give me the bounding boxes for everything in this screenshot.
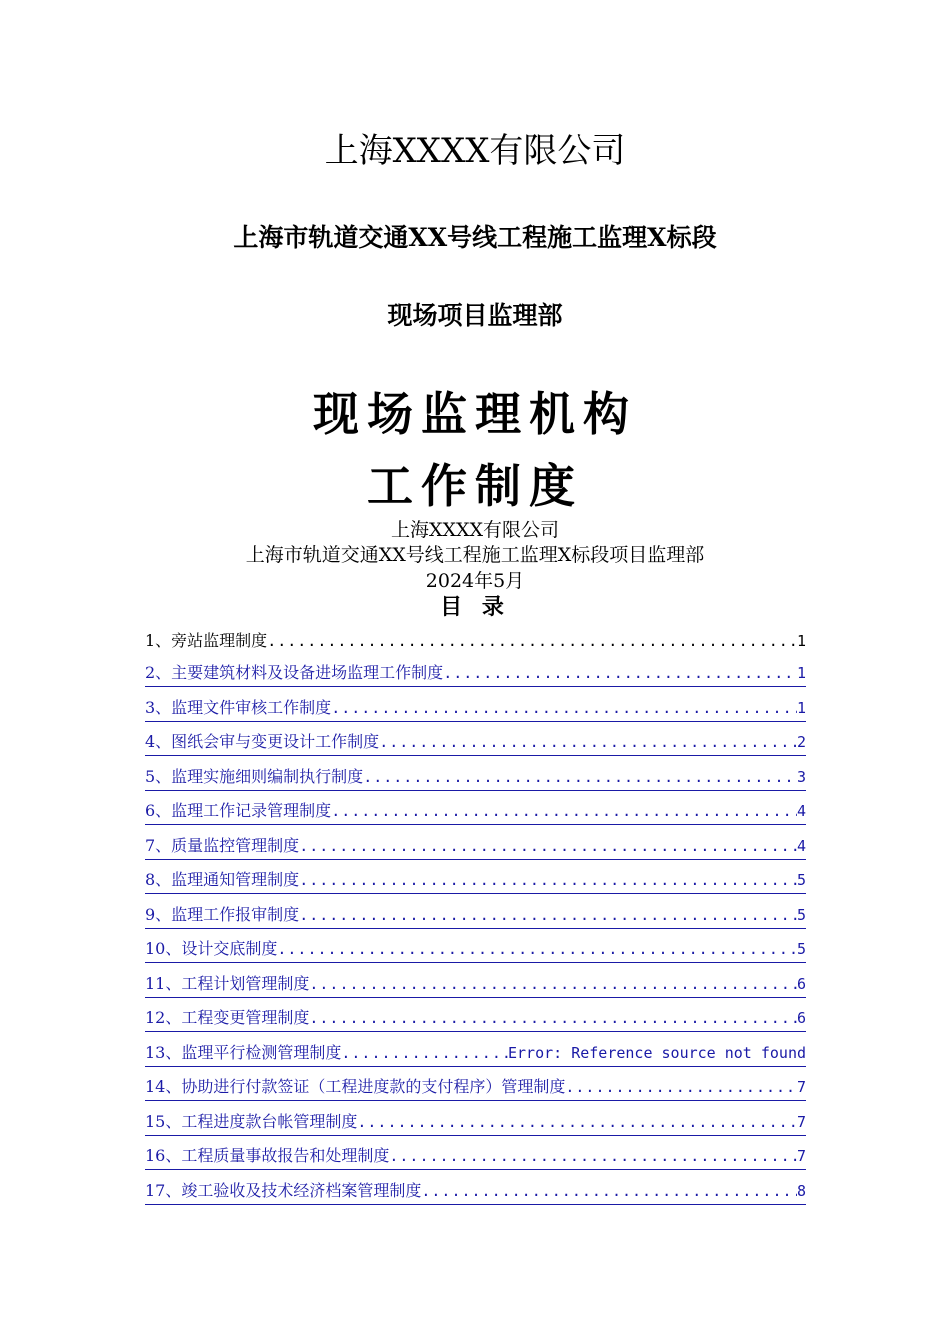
toc-item-15[interactable] [145,1101,806,1136]
toc-item-text: 5、监理实施细则编制执行制度 [145,766,364,786]
toc-item-text: 17、竣工验收及技术经济档案管理制度 [145,1180,422,1200]
toc-item-page: 6 [796,1009,806,1027]
toc-item-text: 8、监理通知管理制度 [145,870,300,889]
toc-link[interactable] [145,765,806,791]
toc-item-text: 14、协助进行付款签证（工程进度款的支付程序）管理制度 [145,1077,566,1096]
toc-item-page: 7 [796,1078,806,1096]
toc-link[interactable] [145,834,806,860]
toc-leader [379,730,797,754]
toc-item-text: 7、质量监控管理制度 [145,835,300,855]
toc-item-text: 2、主要建筑材料及设备进场监理工作制度 [145,663,444,682]
toc-item-page: 7 [796,1147,806,1165]
toc-item-8[interactable] [145,860,806,895]
toc-link[interactable] [145,1179,806,1205]
toc-item-text: 9、监理工作报审制度 [145,904,300,924]
toc-leader [299,834,797,858]
toc-link[interactable] [145,903,806,929]
toc-item-5[interactable] [145,756,806,791]
toc-leader [341,1041,508,1065]
toc-leader [331,696,797,720]
company-name: 上海XXXX有限公司 [324,131,626,171]
document-title-line2: 工作制度 [367,459,583,513]
toc-link[interactable] [145,661,806,687]
toc-item-text: 4、图纸会审与变更设计工作制度 [145,732,380,751]
toc-link[interactable] [145,696,806,722]
project-name: 上海市轨道交通XX号线工程施工监理X标段 [233,223,717,252]
toc-item-page: 7 [796,1112,806,1131]
toc-item-page: 2 [796,733,806,751]
toc-leader [331,799,797,823]
toc-item-text: 11、工程计划管理制度 [145,973,310,993]
toc-link[interactable] [145,799,806,825]
toc-item-text: 6、监理工作记录管理制度 [145,801,332,820]
toc-item-7[interactable] [145,825,806,860]
toc-item-page: 4 [796,836,806,855]
toc-item-page: 6 [796,974,806,993]
toc-link[interactable] [145,937,806,963]
toc-item-17[interactable] [145,1170,806,1205]
toc-leader [309,1006,797,1030]
toc-item-11[interactable] [145,963,806,998]
toc-link[interactable] [145,972,806,998]
toc-link[interactable] [145,868,806,894]
toc-item-page: 1 [796,631,806,650]
sub-department: 上海市轨道交通XX号线工程施工监理X标段项目监理部 [245,544,705,566]
toc-link[interactable] [145,1144,806,1170]
toc-item-page: 8 [796,1181,806,1200]
toc-item-10[interactable] [145,929,806,964]
toc-item-page: 4 [796,802,806,820]
toc-leader [363,765,797,789]
toc-item-text: 12、工程变更管理制度 [145,1008,310,1027]
toc-link[interactable] [145,1075,806,1101]
toc-leader [421,1179,797,1203]
toc-item-6[interactable] [145,791,806,826]
toc-item-text: 16、工程质量事故报告和处理制度 [145,1146,390,1165]
toc-link[interactable] [145,1006,806,1032]
toc-item-1[interactable] [145,618,806,653]
toc-item-text: 15、工程进度款台帐管理制度 [145,1111,358,1131]
toc-leader [277,937,797,961]
document-date: 2024年5月 [425,570,525,592]
document-title-line1: 现场监理机构 [313,387,637,441]
toc-item-page: 1 [796,664,806,682]
toc-link[interactable] [145,629,806,653]
toc-item-14[interactable] [145,1067,806,1102]
table-of-contents [145,618,806,1205]
toc-item-4[interactable] [145,722,806,757]
toc-leader [357,1110,797,1134]
toc-heading: 目 录 [440,594,510,620]
toc-leader [299,868,797,892]
toc-leader [267,629,797,653]
toc-link[interactable] [145,730,806,756]
toc-leader [299,903,797,927]
department-name: 现场项目监理部 [387,301,563,330]
toc-item-9[interactable] [145,894,806,929]
toc-item-page: 3 [796,767,806,786]
toc-link[interactable] [145,1110,806,1136]
toc-item-12[interactable] [145,998,806,1033]
toc-item-text: 3、监理文件审核工作制度 [145,697,332,717]
toc-item-text: 1、旁站监理制度 [145,630,268,650]
toc-leader [309,972,797,996]
toc-item-16[interactable] [145,1136,806,1171]
toc-item-page: 5 [796,905,806,924]
toc-item-text: 13、监理平行检测管理制度 [145,1042,342,1062]
toc-leader [443,661,797,685]
toc-item-page: Error: Reference source not found [507,1043,806,1062]
toc-item-page: 5 [796,940,806,958]
toc-item-2[interactable] [145,653,806,688]
toc-item-3[interactable] [145,687,806,722]
toc-item-13[interactable] [145,1032,806,1067]
toc-leader [565,1075,797,1099]
toc-link[interactable] [145,1041,806,1067]
toc-item-text: 10、设计交底制度 [145,939,278,958]
toc-leader [389,1144,797,1168]
toc-item-page: 1 [796,698,806,717]
toc-item-page: 5 [796,871,806,889]
sub-company: 上海XXXX有限公司 [390,519,560,541]
